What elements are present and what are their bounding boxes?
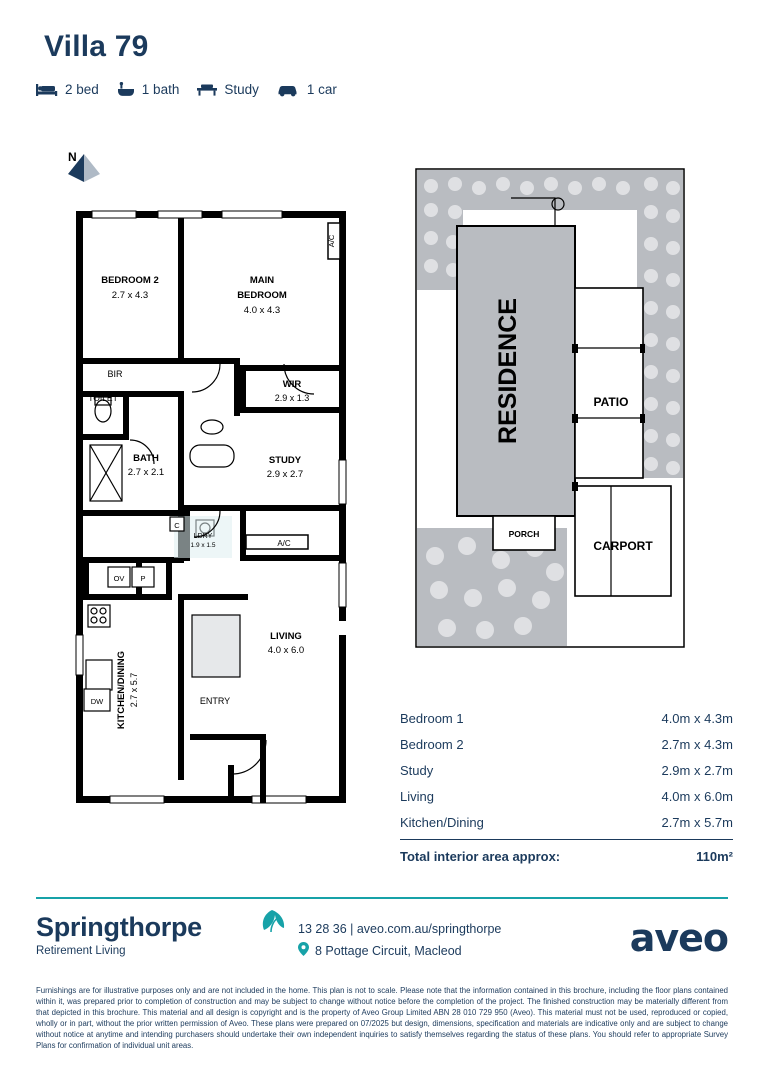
- spec-bed-label: 2 bed: [65, 82, 99, 97]
- spec-study-label: Study: [224, 82, 259, 97]
- label-ldry-dims: 1.9 x 1.5: [190, 542, 216, 549]
- aveo-logo: aveo: [629, 916, 728, 960]
- label-living: LIVING: [270, 631, 302, 642]
- map-pin-icon: [298, 942, 309, 959]
- dim-value: 2.7m x 4.3m: [661, 736, 733, 752]
- label-wir: WIR: [282, 379, 302, 390]
- footer-divider: [36, 897, 728, 899]
- bed-icon: [36, 82, 58, 97]
- label-ac-top: A/C: [327, 234, 336, 248]
- brand-name: Springthorpe: [36, 912, 202, 942]
- dimensions-table: [400, 705, 733, 864]
- dim-name: Bedroom 1: [400, 710, 464, 726]
- page-title: Villa 79: [44, 30, 149, 63]
- contact-address: 8 Pottage Circuit, Macleod: [315, 943, 462, 958]
- dim-value: 4.0m x 4.3m: [661, 710, 733, 726]
- compass-north-icon: [62, 148, 108, 198]
- total-area-value: 110m²: [696, 849, 733, 864]
- dim-value: 2.9m x 2.7m: [661, 762, 733, 778]
- spec-bath: [117, 82, 180, 97]
- label-ov: OV: [113, 574, 125, 583]
- spec-bath-label: 1 bath: [141, 82, 180, 97]
- study-icon: [197, 82, 217, 97]
- label-p: P: [140, 574, 146, 583]
- site-label-carport: CARPORT: [593, 539, 653, 553]
- spec-list: [36, 82, 337, 97]
- spec-car: [277, 82, 337, 97]
- spec-car-label: 1 car: [306, 82, 337, 97]
- brand-block: [36, 912, 202, 957]
- label-bath: BATH: [133, 453, 159, 464]
- site-label-residence: RESIDENCE: [494, 298, 522, 444]
- table-row: [400, 809, 733, 835]
- label-wir-dims: 2.9 x 1.3: [274, 393, 310, 403]
- label-bedroom2-dims: 2.7 x 4.3: [111, 290, 149, 301]
- contact-block: [298, 922, 501, 959]
- site-label-porch: PORCH: [508, 529, 540, 539]
- leaf-icon: [255, 906, 289, 945]
- contact-phone-web[interactable]: 13 28 36 | aveo.com.au/springthorpe: [298, 922, 502, 936]
- label-ac-mid: A/C: [277, 539, 291, 548]
- compass-label: N: [68, 150, 77, 164]
- label-entry: ENTRY: [199, 696, 231, 706]
- dim-value: 4.0m x 6.0m: [661, 788, 733, 804]
- brand-tagline: Retirement Living: [36, 945, 126, 957]
- label-dw: DW: [90, 697, 104, 706]
- label-study: STUDY: [268, 455, 302, 466]
- total-area-row: [400, 840, 733, 864]
- dim-name: Living: [400, 788, 434, 804]
- floor-plan: [70, 205, 360, 810]
- label-bedroom2: BEDROOM 2: [101, 275, 159, 286]
- label-ldry: LDRY: [193, 533, 213, 540]
- label-main-dims: 4.0 x 4.3: [243, 305, 281, 316]
- dim-name: Study: [400, 762, 434, 778]
- dim-name: Kitchen/Dining: [400, 814, 484, 830]
- label-living-dims: 4.0 x 6.0: [267, 645, 305, 656]
- label-kitchen-dims: 2.7 x 5.7: [129, 672, 139, 708]
- label-bath-dims: 2.7 x 2.1: [127, 467, 165, 478]
- table-row: [400, 757, 733, 783]
- label-kitchen: KITCHEN/DINING: [116, 650, 127, 730]
- disclaimer-text: Furnishings are for illustrative purposes only and are not included in the home. This plan is not to scale. Please note that the information contained in this brochure, including the floor plans contained within it, was prepared prior to completion of construction and may be subject to change without notice before the completion of the project. The finished construction may be materially different from that depicted in this brochure. This material and all design is copyright and is the property of Aveo Group Limited ABN 28 010 729 950 (Aveo). This material must not be used, reproduced or copied, wholly or in part, without the prior written permission of Aveo. These plans were prepared on 07/2025 but design, dimensions, specification and materials are indicative only and are subject to change without notice at anytime and intending purchasers should undertake their own independent inquiries to satisfy themselves regarding the status of these plans. You should refer to appropriate Survey Plans for confirmation of individual unit areas.: [36, 986, 728, 1051]
- table-row: [400, 731, 733, 757]
- dim-value: 2.7m x 5.7m: [661, 814, 733, 830]
- spec-study: [197, 82, 259, 97]
- label-toilet: TOILET: [88, 393, 118, 403]
- label-bir: BIR: [107, 369, 123, 379]
- contact-address-row: [298, 942, 501, 959]
- total-area-label: Total interior area approx:: [400, 849, 561, 864]
- label-main-2: BEDROOM: [237, 290, 287, 301]
- table-row: [400, 705, 733, 731]
- site-label-patio: PATIO: [593, 395, 629, 409]
- dim-name: Bedroom 2: [400, 736, 464, 752]
- site-plan: [415, 168, 685, 673]
- table-row: [400, 783, 733, 809]
- label-c: C: [174, 521, 180, 530]
- label-main: MAIN: [249, 275, 275, 286]
- spec-bed: [36, 82, 99, 97]
- car-icon: [277, 82, 300, 97]
- label-study-dims: 2.9 x 2.7: [266, 469, 304, 480]
- bath-icon: [117, 82, 135, 97]
